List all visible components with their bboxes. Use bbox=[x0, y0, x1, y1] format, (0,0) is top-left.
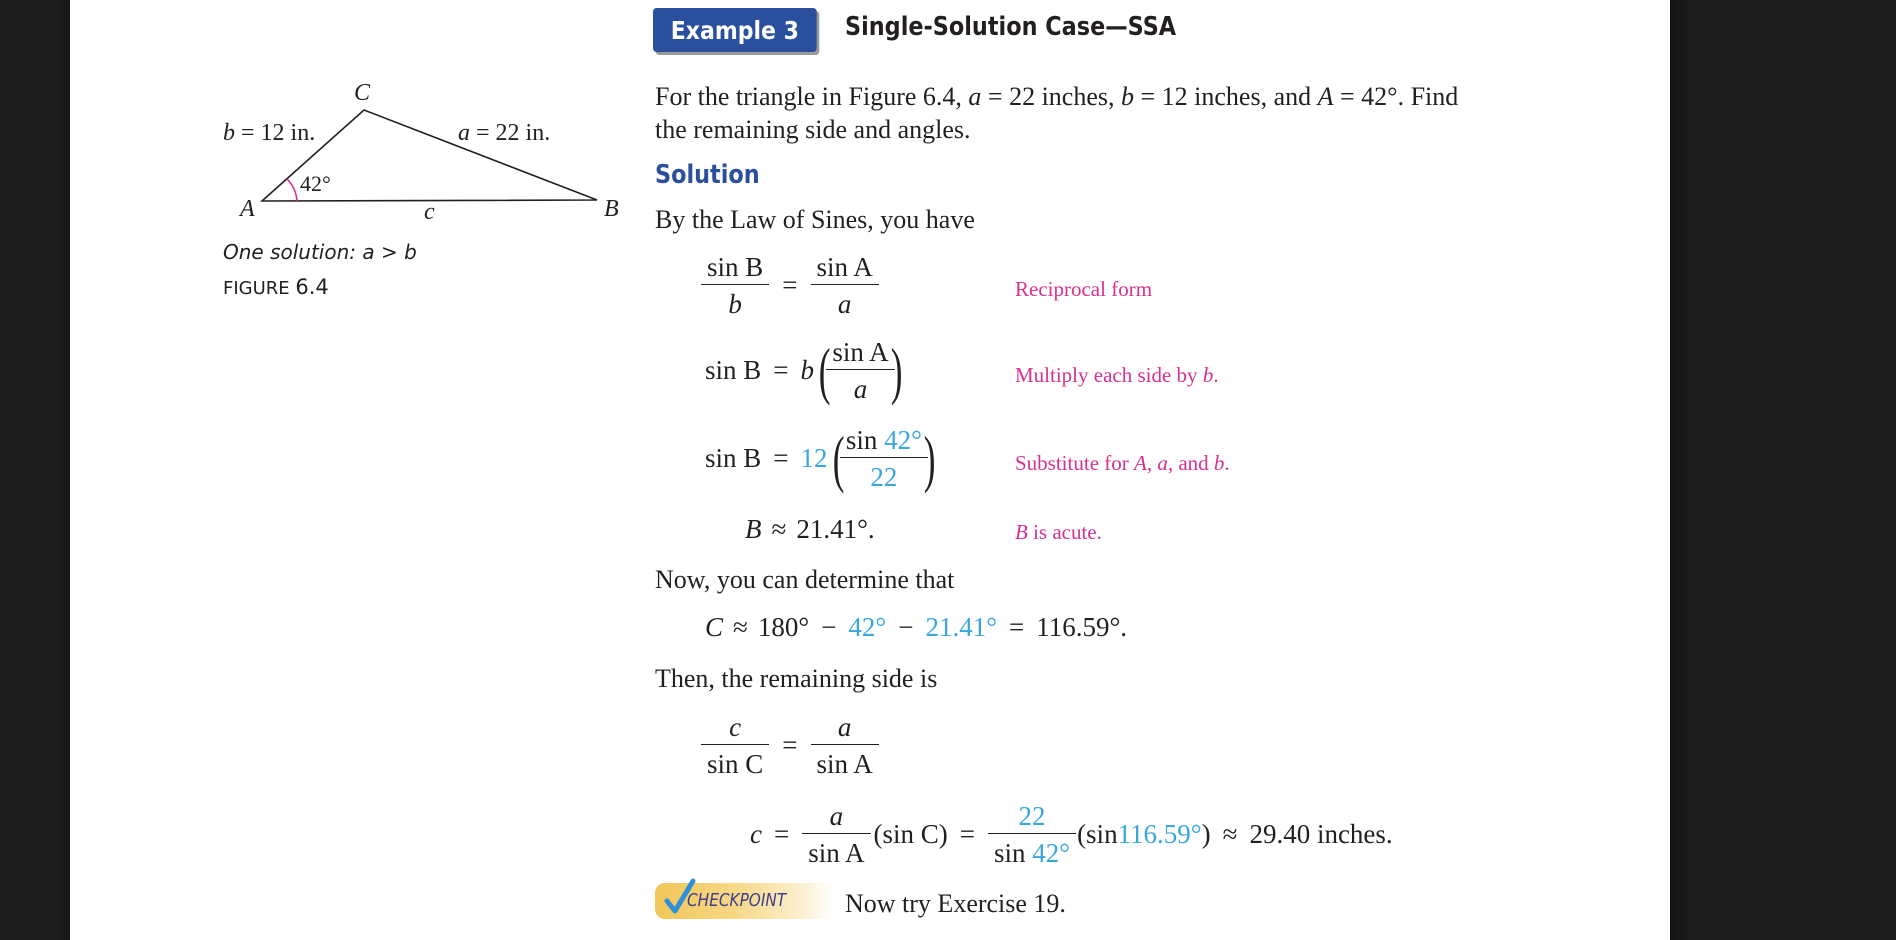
caption-prefix: One solution: bbox=[223, 240, 363, 264]
fraction-denominator: a bbox=[826, 369, 894, 404]
caption-b: b bbox=[404, 240, 417, 264]
eq-coefficient: b bbox=[800, 355, 815, 385]
right-margin bbox=[1670, 0, 1690, 940]
problem-line-2: the remaining side and angles. bbox=[655, 115, 971, 144]
angle-arc bbox=[287, 179, 297, 201]
fraction-numerator: sin A bbox=[816, 252, 873, 282]
side-a-label bbox=[458, 120, 550, 147]
fraction-denominator: 22 bbox=[840, 457, 928, 492]
equation-substitute: sin B = 12 ( $\frac{\sin 42^\circ}{22}$ ) bbox=[705, 422, 936, 494]
now-text: Now, you can determine that bbox=[655, 565, 955, 594]
side-b-value: = 12 in. bbox=[235, 120, 316, 146]
caption-gt: > bbox=[374, 240, 405, 264]
equation-multiply: sin B = b ( $\frac{\text{sin A}}{a}$ ) bbox=[705, 334, 903, 406]
solution-heading: Solution bbox=[655, 160, 760, 190]
fraction-numerator: sin A bbox=[832, 337, 889, 367]
side-b-var: b bbox=[223, 120, 235, 146]
side-a-var: a bbox=[458, 120, 470, 146]
annotation-multiply: Multiply each side by b. bbox=[1015, 363, 1219, 387]
fraction-denominator: b bbox=[701, 284, 769, 319]
vertex-label-c: C bbox=[354, 80, 371, 106]
solution-intro: By the Law of Sines, you have bbox=[655, 205, 975, 234]
fraction-numerator: sin B bbox=[707, 252, 764, 282]
then-text: Then, the remaining side is bbox=[655, 664, 938, 693]
figure-number bbox=[223, 275, 329, 299]
eq-lhs: sin B bbox=[705, 443, 762, 473]
vertex-label-a: A bbox=[240, 196, 255, 222]
problem-line-1: For the triangle in Figure 6.4, a = 22 inches, b = 12 inches, and A = 42°. Find bbox=[655, 82, 1459, 111]
eq-coefficient: 12 bbox=[800, 443, 828, 473]
caption-a: a bbox=[362, 240, 375, 264]
example-badge-label: Example 3 bbox=[670, 15, 799, 45]
side-b-label bbox=[223, 120, 315, 147]
figure-word: FIGURE bbox=[223, 278, 296, 299]
example-title: Single-Solution Case—SSA bbox=[845, 12, 1177, 42]
eq-lhs: sin B bbox=[705, 355, 762, 385]
equation-angle-b: B ≈ 21.41°. bbox=[745, 514, 875, 544]
checkpoint-badge bbox=[655, 883, 833, 919]
equation-law-of-sines-c: $\frac{c}{\text{sin C}}$ = $\frac{a}{\text{sin A}}$ bbox=[700, 712, 880, 779]
equation-reciprocal: $\frac{\text{sin B}}{b}$ = $\frac{\text{sin A}}{a}$ bbox=[700, 252, 880, 319]
fraction-denominator: a bbox=[811, 284, 879, 319]
annotation-substitute: Substitute for A, a, and b. bbox=[1015, 451, 1230, 475]
annotation-acute: B is acute. bbox=[1015, 520, 1102, 544]
side-a-value: = 22 in. bbox=[470, 120, 551, 146]
equation-angle-c: C ≈ 180° − 42° − 21.41° = 116.59°. bbox=[705, 612, 1128, 642]
figure-caption bbox=[223, 240, 417, 264]
equation-side-c: c = $\frac{a}{\text{sin A}}$ (sin C) = $\frac{22}{\sin 42^\circ}$ (sin 116.59° ) ≈ 29.40 inches. bbox=[750, 801, 1393, 868]
side-c-label: c bbox=[424, 199, 435, 225]
figure-number-value: 6.4 bbox=[295, 275, 329, 299]
checkpoint-exercise-link[interactable]: Now try Exercise 19. bbox=[845, 889, 1066, 918]
checkpoint-label: CHECKPOINT bbox=[687, 890, 787, 911]
annotation-reciprocal-form: Reciprocal form bbox=[1015, 277, 1153, 301]
vertex-label-b: B bbox=[604, 196, 619, 222]
angle-a-label: 42° bbox=[300, 171, 331, 196]
